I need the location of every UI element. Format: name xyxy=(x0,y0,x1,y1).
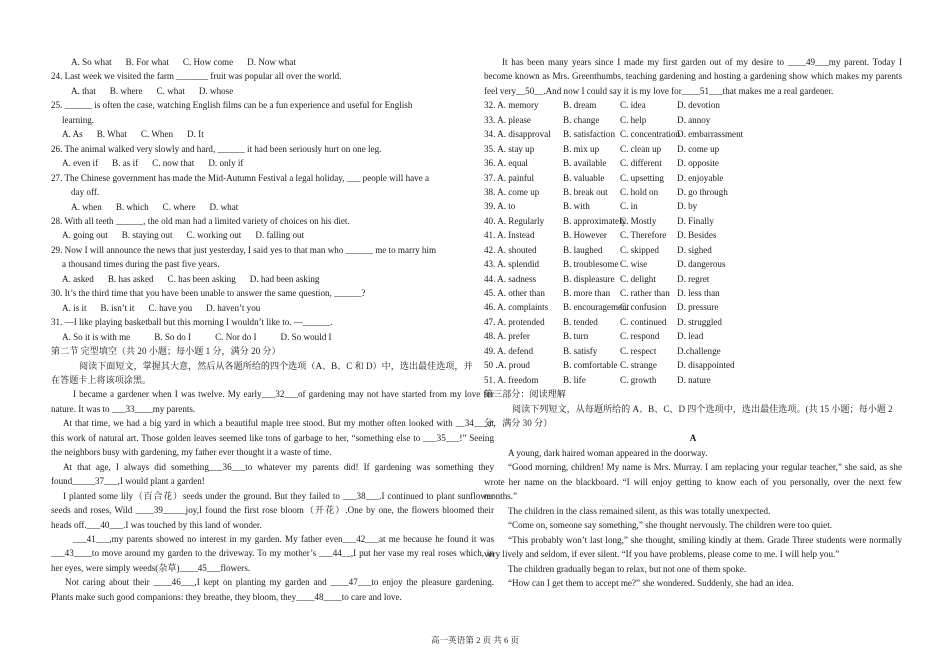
cloze-paragraph: Not caring about their ____46___,I kept on planting my garden and ____47___to enjoy the pleasure gardening. Plants make such good companions: they breathe, they bloom, they____48____to care and love. xyxy=(51,577,494,602)
option: B. satisfaction xyxy=(563,129,616,140)
option: C. idea xyxy=(620,100,646,111)
option: B. dream xyxy=(563,100,597,111)
option: D. struggled xyxy=(677,316,722,327)
option: 39. A. to xyxy=(484,201,516,212)
option: B. isn’t it xyxy=(100,302,135,313)
option: 36. A. equal xyxy=(484,158,528,169)
q27-options xyxy=(51,200,494,214)
cloze-option-row xyxy=(484,228,902,242)
reading-paragraph: A young, dark haired woman appeared in the doorway. xyxy=(508,447,708,458)
option: B. For what xyxy=(125,57,169,67)
option: B. available xyxy=(563,158,607,169)
cloze-option-row xyxy=(484,142,902,156)
q26-options xyxy=(51,156,494,170)
option: B. staying out xyxy=(121,230,173,241)
option: B. However xyxy=(563,230,607,241)
reading-paragraph: The children gradually began to relax, but not one of them spoke. xyxy=(508,563,747,574)
option: D. regret xyxy=(677,273,710,284)
section-2-instructions: 阅读下面短文，掌握其大意，然后从各题所给的四个选项（A、B、C 和 D）中，选出最佳选项，并 xyxy=(79,360,473,371)
question-29-cont: a thousand times during the past five years. xyxy=(62,259,220,270)
reading-paragraph: The children in the class remained silent, as this was totally unexpected. xyxy=(508,505,771,516)
left-column xyxy=(51,55,494,604)
option: D. had been asking xyxy=(249,273,320,284)
option: C. working out xyxy=(186,230,242,241)
option: A. that xyxy=(71,85,96,96)
option: A. As xyxy=(62,129,83,140)
option: B. displeasure xyxy=(563,273,615,284)
option: C. continued xyxy=(620,316,667,327)
option: C. in xyxy=(620,201,638,212)
question-27-cont: day off. xyxy=(71,187,100,198)
option: D. lead xyxy=(677,331,704,342)
option: D. go through xyxy=(677,186,728,197)
option: C. upsetting xyxy=(620,172,664,183)
option: B. more than xyxy=(563,288,611,299)
option: D. whose xyxy=(198,85,234,96)
q30-options xyxy=(51,301,494,315)
option: D. sighed xyxy=(677,244,712,255)
option: B. life xyxy=(563,374,586,385)
cloze-paragraph: I planted some lily（百合花）seeds under the ground. But they failed to ___38___.I continued to plant sunflower seeds and roses, Wild ____39_____joy,I found the first rose bloom（开花）.One by one, the flowers bloomed their heads off.___40___.I was touched by this land of wonder. xyxy=(51,490,494,530)
option: 35. A. stay up xyxy=(484,143,535,154)
option: 37. A. painful xyxy=(484,172,535,183)
q31-options xyxy=(51,330,494,344)
q24-options xyxy=(51,84,494,98)
option: D. by xyxy=(677,201,698,212)
section-2-title: 第二节 完型填空（共 20 小题；每小题 1 分，满分 20 分） xyxy=(51,346,281,357)
option: 44. A. sadness xyxy=(484,273,537,284)
cloze-option-row xyxy=(484,127,902,141)
cloze-option-row xyxy=(484,156,902,170)
option: B. tended xyxy=(563,316,598,327)
option: B. laughed xyxy=(563,244,603,255)
option: D. disappointed xyxy=(677,360,735,371)
section-3-title: 第三部分：阅读理解 xyxy=(484,389,566,400)
reading-paragraph: “Come on, someone say something,” she thought nervously. The children were too quiet. xyxy=(508,520,833,531)
option: B. valuable xyxy=(563,172,605,183)
option: 48. A. prefer xyxy=(484,331,530,342)
option: C. When xyxy=(140,129,174,140)
question-31: 31. —I like playing basketball but this morning I wouldn’t like to. —______. xyxy=(51,317,333,328)
option: 50 .A. proud xyxy=(484,360,530,371)
right-column xyxy=(484,55,902,590)
question-28: 28. With all teeth ______, the old man had a limited variety of choices on his diet. xyxy=(51,215,350,226)
option: D. haven’t you xyxy=(206,302,261,313)
option: B. mix up xyxy=(563,143,600,154)
option: C. How come xyxy=(182,57,234,67)
option: C. Nor do I xyxy=(215,331,257,342)
cloze-paragraph: It has been many years since I made my first garden out of my desire to ____49___my parent. Today I become known as Mrs. Greenthumbs, teaching gardening and hosting a gardening show which makes my parents feel very__50__.And now I could say it is my love for____51___that makes me a real gardener. xyxy=(484,57,902,96)
option: 43. A. splendid xyxy=(484,259,540,270)
section-3-instructions: 阅读下列短文，从每题所给的 A、B、C、D 四个选项中，选出最佳选项。(共 15 小题；每小题 2 分，满分 30 分） xyxy=(484,403,893,429)
option: D. what xyxy=(209,201,239,212)
cloze-option-row xyxy=(484,300,902,314)
option: A. going out xyxy=(62,230,108,241)
option: D. Besides xyxy=(677,230,717,241)
option: B. approximately xyxy=(563,215,627,226)
option: 51. A. freedom xyxy=(484,374,539,385)
cloze-option-row xyxy=(484,171,902,185)
option: D. less than xyxy=(677,288,720,299)
option: C. respond xyxy=(620,331,660,342)
cloze-option-row xyxy=(484,113,902,127)
q28-options xyxy=(51,228,494,242)
option: D. pressure xyxy=(677,302,719,313)
option: D. opposite xyxy=(677,158,719,169)
q25-options xyxy=(51,127,494,141)
option: D. So would I xyxy=(280,331,332,342)
cloze-option-row xyxy=(484,243,902,257)
question-25: 25. ______ is often the case, watching English films can be a fun experience and useful for English xyxy=(51,100,413,111)
option: B. So do I xyxy=(154,331,192,342)
option: B. turn xyxy=(563,331,589,342)
option: 38. A. come up xyxy=(484,186,540,197)
option: D. It xyxy=(187,129,204,140)
option: A. even if xyxy=(62,158,99,169)
cloze-option-row xyxy=(484,344,902,358)
cloze-option-row xyxy=(484,358,902,372)
section-2-instructions-cont: 在答题卡上将该项涂黑。 xyxy=(51,374,152,385)
option: C. wise xyxy=(620,259,648,270)
option: B. satisfy xyxy=(563,345,598,356)
option: 41. A. Instead xyxy=(484,230,535,241)
option: 34. A. disapproval xyxy=(484,129,551,140)
option: C. what xyxy=(156,85,185,96)
option: C. confusion xyxy=(620,302,667,313)
q23-options xyxy=(51,55,494,69)
option: B. has asked xyxy=(107,273,154,284)
option: C. hold on xyxy=(620,186,659,197)
option: C. clean up xyxy=(620,143,662,154)
reading-paragraph: “This probably won’t last long,” she thought, smiling kindly at them. Grade Three students were normally very lively and seldom, if ever silent. “If you have problems, please come to me. I will help you.” xyxy=(484,534,902,560)
q29-options xyxy=(51,272,494,286)
cloze-option-row xyxy=(484,329,902,343)
cloze-paragraph: At that age, I always did something___36___to whatever my parents did! If gardening was something they found_____37___,I would plant a garden! xyxy=(51,461,494,487)
cloze-option-row xyxy=(484,286,902,300)
cloze-paragraph: At that time, we had a big yard in which a beautiful maple tree stood. But my mother often looked with __34___at this work of natural art. Those golden leaves seemed like tons of garbage to her, “something else to ___35___!” Seeing the neighbors busy with gardening, my father ever thought it a waste of time. xyxy=(51,418,494,458)
option: C. respect xyxy=(620,345,657,356)
option: C. growth xyxy=(620,374,657,385)
option: B. break out xyxy=(563,186,608,197)
option: C. help xyxy=(620,114,647,125)
option: B. as if xyxy=(112,158,139,169)
option: A. asked xyxy=(62,273,94,284)
option: B. What xyxy=(96,129,127,140)
cloze-option-row xyxy=(484,199,902,213)
option: 32. A. memory xyxy=(484,100,539,111)
option: D. embarrassment xyxy=(677,129,744,140)
option: D. Finally xyxy=(677,215,714,226)
cloze-option-row xyxy=(484,185,902,199)
reading-paragraph: “Good morning, children! My name is Mrs. Murray. I am replacing your regular teacher,” she said, as she wrote her name on the blackboard. “I will enjoy getting to know each of you personally, over the next few months.” xyxy=(484,462,902,502)
option: D. nature xyxy=(677,374,711,385)
question-26: 26. The animal walked very slowly and hard, ______ it had been seriously hurt on one leg. xyxy=(51,143,382,154)
option: C. has been asking xyxy=(167,273,236,284)
option: D. annoy xyxy=(677,114,711,125)
cloze-option-row xyxy=(484,257,902,271)
option: A. So what xyxy=(71,57,112,67)
option: 33. A. please xyxy=(484,114,531,125)
cloze-paragraph: ___41___,my parents showed no interest in my garden. My father even___42___at me because he found it was ___43____to move around my garden to the driveway. To my mother’s ___44__,I put her vase my real roses which, in her eyes, were simply weeds(杂草)____45___flowers. xyxy=(51,533,494,573)
option: B. change xyxy=(563,114,600,125)
option: B. encouragement xyxy=(563,302,630,313)
option: D. only if xyxy=(208,158,244,169)
option: C. delight xyxy=(620,273,656,284)
cloze-option-row xyxy=(484,272,902,286)
option: 45. A. other than xyxy=(484,288,545,299)
question-24: 24. Last week we visited the farm _______ fruit was popular all over the world. xyxy=(51,71,342,82)
cloze-option-row xyxy=(484,373,902,387)
cloze-option-row xyxy=(484,214,902,228)
cloze-option-row xyxy=(484,315,902,329)
cloze-options-list xyxy=(484,98,902,387)
option: D. Now what xyxy=(247,57,296,67)
question-30: 30. It’s the third time that you have been unable to answer the same question, ______? xyxy=(51,288,366,299)
page-footer: 高一英语第 2 页 共 6 页 xyxy=(430,635,520,645)
option: B. troublesome xyxy=(563,259,619,270)
option: C. different xyxy=(620,158,662,169)
option: C. now that xyxy=(152,158,195,169)
option: A. So it is with me xyxy=(62,331,131,342)
option: D. devotion xyxy=(677,100,720,111)
option: 46. A. complaints xyxy=(484,302,549,313)
question-29: 29. Now I will announce the news that just yesterday, I said yes to that man who ______ me to marry him xyxy=(51,244,437,255)
option: C. Mostly xyxy=(620,215,657,226)
option: B. where xyxy=(109,85,143,96)
cloze-option-row xyxy=(484,98,902,112)
passage-title: A xyxy=(689,433,697,444)
option: D. falling out xyxy=(255,230,305,241)
option: D. enjoyable xyxy=(677,172,724,183)
option: 49. A. defend xyxy=(484,345,533,356)
question-27: 27. The Chinese government has made the Mid-Autumn Festival a legal holiday, ___ people will have a xyxy=(51,172,430,183)
option: 42. A. shouted xyxy=(484,244,537,255)
cloze-paragraph: I became a gardener when I was twelve. My early___32___of gardening may not have started from my love for nature. It was to ___33____my parents. xyxy=(51,389,494,414)
option: D.challenge xyxy=(677,345,721,356)
option: B. comfortable xyxy=(563,360,618,371)
option: C. rather than xyxy=(620,288,670,299)
option: A. is it xyxy=(62,302,87,313)
option: C. concentration xyxy=(620,129,681,140)
option: B. with xyxy=(563,201,590,212)
question-25-cont: learning. xyxy=(62,114,95,125)
option: C. Therefore xyxy=(620,230,667,241)
option: B. which xyxy=(115,201,149,212)
option: C. skipped xyxy=(620,244,659,255)
option: 40. A. Regularly xyxy=(484,215,545,226)
option: 47. A. protended xyxy=(484,316,545,327)
option: D. dangerous xyxy=(677,259,726,270)
option: A. when xyxy=(71,201,102,212)
reading-paragraph: “How can I get them to accept me?” she wondered. Suddenly, she had an idea. xyxy=(508,578,794,588)
option: D. come up xyxy=(677,143,720,154)
option: C. strange xyxy=(620,360,657,371)
option: C. where xyxy=(162,201,196,212)
option: C. have you xyxy=(148,302,193,313)
